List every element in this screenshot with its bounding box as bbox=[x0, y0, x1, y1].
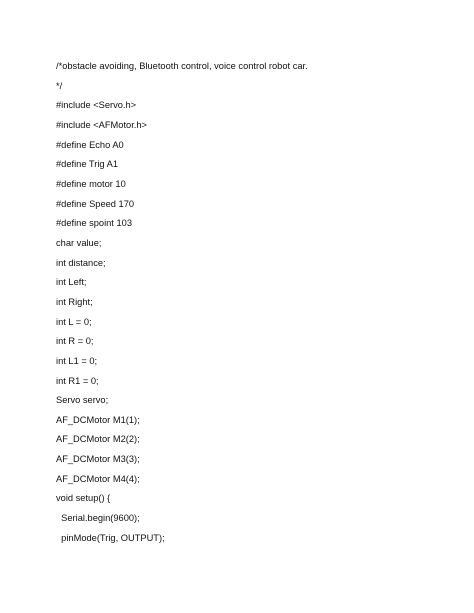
code-line: int Right; bbox=[56, 296, 93, 307]
code-line: AF_DCMotor M1(1); bbox=[56, 414, 140, 425]
code-line: #define Speed 170 bbox=[56, 198, 135, 209]
code-line: #define spoint 103 bbox=[56, 218, 132, 229]
code-line: */ bbox=[56, 80, 63, 91]
code-line: Serial.begin(9600); bbox=[56, 513, 140, 524]
code-line: #include <Servo.h> bbox=[56, 100, 137, 111]
code-line: #define motor 10 bbox=[56, 178, 126, 189]
code-line: int L1 = 0; bbox=[56, 355, 98, 366]
code-line: int distance; bbox=[56, 257, 106, 268]
code-line: AF_DCMotor M4(4); bbox=[56, 473, 140, 484]
code-line: AF_DCMotor M2(2); bbox=[56, 434, 140, 445]
code-line: int R1 = 0; bbox=[56, 375, 99, 386]
code-line: AF_DCMotor M3(3); bbox=[56, 454, 140, 465]
code-line: Servo servo; bbox=[56, 395, 109, 406]
code-line: int L = 0; bbox=[56, 316, 92, 327]
code-line: /*obstacle avoiding, Bluetooth control, voice control robot car. bbox=[56, 61, 308, 71]
code-line: #include <AFMotor.h> bbox=[56, 119, 147, 130]
code-line: int Left; bbox=[56, 277, 87, 288]
code-line: #define Trig A1 bbox=[56, 159, 119, 170]
code-line: char value; bbox=[56, 237, 102, 248]
code-line: int R = 0; bbox=[56, 336, 94, 347]
code-line: pinMode(Trig, OUTPUT); bbox=[56, 532, 165, 543]
code-line: void setup() { bbox=[56, 493, 111, 504]
code-listing bbox=[56, 57, 308, 548]
code-line: #define Echo A0 bbox=[56, 139, 124, 150]
